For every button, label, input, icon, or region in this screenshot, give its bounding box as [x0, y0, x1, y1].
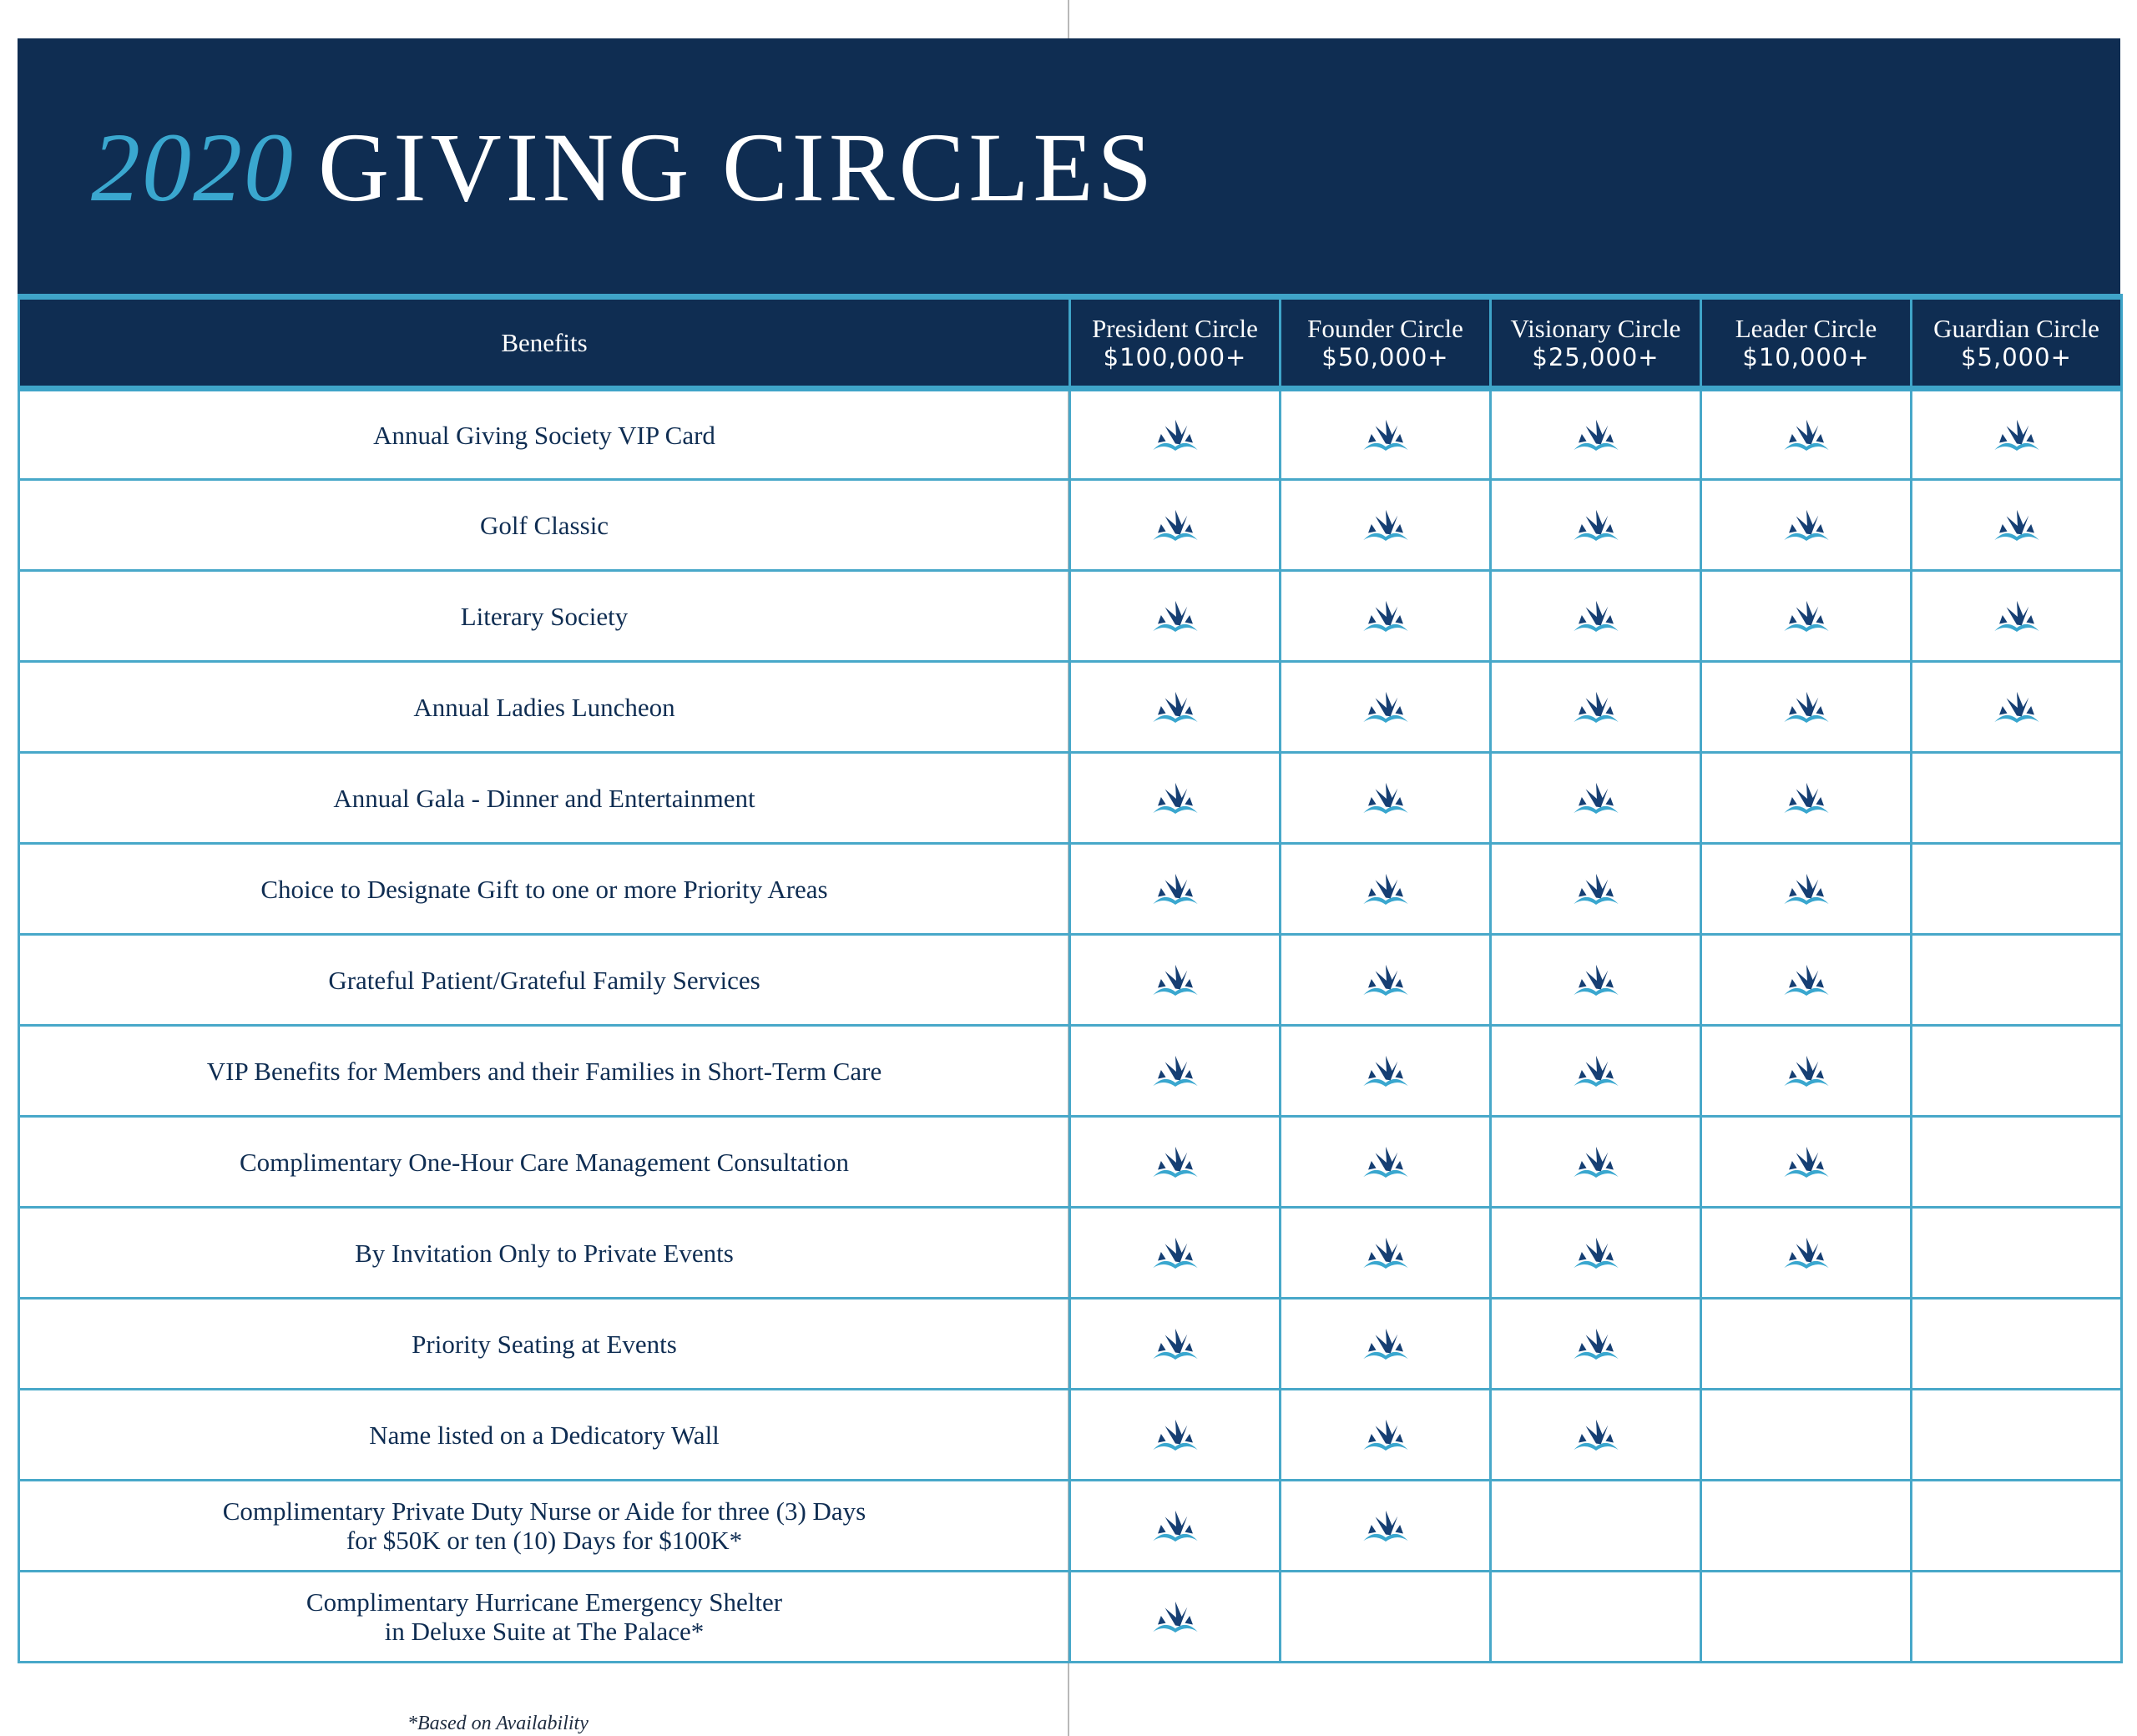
tier-cell	[1070, 753, 1281, 844]
table-row	[19, 844, 2122, 935]
lotus-leaf-icon	[1993, 418, 2041, 452]
tier-cell	[1070, 935, 1281, 1026]
lotus-leaf-icon	[1362, 1509, 1410, 1542]
lotus-leaf-icon	[1362, 1054, 1410, 1088]
tier-cell	[1281, 1299, 1491, 1390]
tier-header-leader	[1701, 297, 1912, 389]
tier-cell	[1491, 1026, 1701, 1117]
tier-cell	[1491, 753, 1701, 844]
table-row	[19, 480, 2122, 571]
tier-cell	[1701, 1390, 1912, 1481]
lotus-leaf-icon	[1993, 599, 2041, 633]
tier-cell	[1070, 1117, 1281, 1208]
title-banner	[18, 38, 2120, 294]
tier-cell	[1912, 1299, 2122, 1390]
lotus-leaf-icon	[1782, 1236, 1831, 1269]
lotus-leaf-icon	[1782, 781, 1831, 815]
lotus-leaf-icon	[1151, 508, 1200, 542]
lotus-leaf-icon	[1572, 1327, 1620, 1360]
benefits-column-header: Benefits	[19, 297, 1070, 389]
tier-cell	[1912, 571, 2122, 662]
lotus-leaf-icon	[1151, 1327, 1200, 1360]
benefit-rows	[19, 389, 2122, 1663]
lotus-leaf-icon	[1572, 418, 1620, 452]
lotus-leaf-icon	[1572, 872, 1620, 906]
lotus-leaf-icon	[1572, 1054, 1620, 1088]
lotus-leaf-icon	[1151, 690, 1200, 724]
benefit-label: Annual Gala - Dinner and Entertainment	[19, 753, 1070, 844]
table-row	[19, 1026, 2122, 1117]
tier-header-visionary	[1491, 297, 1701, 389]
lotus-leaf-icon	[1151, 1509, 1200, 1542]
tier-cell	[1491, 389, 1701, 480]
benefits-table	[18, 294, 2123, 1663]
tier-cell	[1912, 1390, 2122, 1481]
lotus-leaf-icon	[1151, 1054, 1200, 1088]
tier-cell	[1491, 662, 1701, 753]
lotus-leaf-icon	[1993, 508, 2041, 542]
tier-amount: $100,000+	[1103, 342, 1247, 371]
tier-cell	[1912, 662, 2122, 753]
tier-cell	[1491, 1299, 1701, 1390]
table-header-row	[19, 297, 2122, 389]
tier-header-president	[1070, 297, 1281, 389]
tier-cell	[1912, 844, 2122, 935]
tier-cell	[1070, 1390, 1281, 1481]
tier-cell	[1070, 844, 1281, 935]
tier-cell	[1701, 480, 1912, 571]
tier-cell	[1070, 389, 1281, 480]
benefit-label: Literary Society	[19, 571, 1070, 662]
tier-cell	[1281, 662, 1491, 753]
lotus-leaf-icon	[1572, 690, 1620, 724]
lotus-leaf-icon	[1151, 872, 1200, 906]
lotus-leaf-icon	[1572, 1418, 1620, 1451]
tier-cell	[1701, 753, 1912, 844]
tier-cell	[1491, 1390, 1701, 1481]
table-row	[19, 1299, 2122, 1390]
lotus-leaf-icon	[1362, 1327, 1410, 1360]
lotus-leaf-icon	[1782, 1054, 1831, 1088]
tier-cell	[1281, 935, 1491, 1026]
lotus-leaf-icon	[1362, 963, 1410, 997]
table-row	[19, 1390, 2122, 1481]
tier-cell	[1701, 1299, 1912, 1390]
lotus-leaf-icon	[1572, 508, 1620, 542]
lotus-leaf-icon	[1151, 1145, 1200, 1178]
benefit-label: Golf Classic	[19, 480, 1070, 571]
lotus-leaf-icon	[1151, 599, 1200, 633]
tier-cell	[1912, 1026, 2122, 1117]
tier-cell	[1491, 1572, 1701, 1663]
table-row	[19, 571, 2122, 662]
benefit-label: Name listed on a Dedicatory Wall	[19, 1390, 1070, 1481]
benefit-label: VIP Benefits for Members and their Families in Short-Term Care	[19, 1026, 1070, 1117]
tier-cell	[1070, 1208, 1281, 1299]
tier-name: Guardian Circle	[1933, 313, 2099, 343]
tier-cell	[1491, 480, 1701, 571]
lotus-leaf-icon	[1362, 1418, 1410, 1451]
lotus-leaf-icon	[1362, 781, 1410, 815]
tier-cell	[1491, 1481, 1701, 1572]
tier-name: Leader Circle	[1735, 313, 1877, 343]
tier-cell	[1281, 1390, 1491, 1481]
tier-cell	[1281, 1026, 1491, 1117]
lotus-leaf-icon	[1362, 690, 1410, 724]
tier-amount: $50,000+	[1321, 342, 1449, 371]
tier-cell	[1070, 571, 1281, 662]
tier-cell	[1912, 480, 2122, 571]
tier-cell	[1281, 844, 1491, 935]
tier-cell	[1701, 389, 1912, 480]
tier-cell	[1912, 1117, 2122, 1208]
tier-cell	[1281, 1208, 1491, 1299]
tier-cell	[1701, 662, 1912, 753]
lotus-leaf-icon	[1151, 1236, 1200, 1269]
tier-cell	[1491, 571, 1701, 662]
tier-name: Visionary Circle	[1510, 313, 1681, 343]
tier-cell	[1701, 935, 1912, 1026]
table-row	[19, 389, 2122, 480]
title-text: GIVING CIRCLES	[318, 113, 1157, 222]
page-title	[91, 113, 1157, 222]
lotus-leaf-icon	[1151, 418, 1200, 452]
tier-cell	[1701, 1026, 1912, 1117]
tier-cell	[1912, 935, 2122, 1026]
table-row	[19, 1208, 2122, 1299]
lotus-leaf-icon	[1362, 599, 1410, 633]
table-row	[19, 753, 2122, 844]
tier-cell	[1491, 1117, 1701, 1208]
benefit-label: Complimentary Private Duty Nurse or Aide for three (3) Days for $50K or ten (10) Days for $100K*	[19, 1481, 1070, 1572]
tier-cell	[1281, 1117, 1491, 1208]
tier-cell	[1701, 1208, 1912, 1299]
tier-cell	[1070, 1572, 1281, 1663]
lotus-leaf-icon	[1362, 1145, 1410, 1178]
tier-cell	[1070, 1299, 1281, 1390]
lotus-leaf-icon	[1782, 872, 1831, 906]
tier-cell	[1281, 1481, 1491, 1572]
table-row	[19, 935, 2122, 1026]
tier-cell	[1070, 662, 1281, 753]
benefit-label: Choice to Designate Gift to one or more Priority Areas	[19, 844, 1070, 935]
lotus-leaf-icon	[1782, 963, 1831, 997]
tier-header-guardian	[1912, 297, 2122, 389]
lotus-leaf-icon	[1362, 872, 1410, 906]
benefit-label: Priority Seating at Events	[19, 1299, 1070, 1390]
tier-cell	[1070, 1481, 1281, 1572]
lotus-leaf-icon	[1151, 963, 1200, 997]
tier-cell	[1701, 1117, 1912, 1208]
tier-cell	[1070, 1026, 1281, 1117]
tier-name: President Circle	[1092, 313, 1258, 343]
title-year: 2020	[91, 113, 295, 222]
lotus-leaf-icon	[1151, 1418, 1200, 1451]
tier-cell	[1912, 1208, 2122, 1299]
benefit-label: By Invitation Only to Private Events	[19, 1208, 1070, 1299]
tier-cell	[1912, 753, 2122, 844]
tier-cell	[1701, 844, 1912, 935]
tier-cell	[1281, 389, 1491, 480]
tier-cell	[1281, 480, 1491, 571]
lotus-leaf-icon	[1572, 781, 1620, 815]
tier-cell	[1281, 571, 1491, 662]
lotus-leaf-icon	[1782, 1145, 1831, 1178]
footnote: *Based on Availability	[407, 1713, 589, 1734]
tier-cell	[1912, 1572, 2122, 1663]
benefit-label: Complimentary One-Hour Care Management Consultation	[19, 1117, 1070, 1208]
tier-cell	[1491, 1208, 1701, 1299]
lotus-leaf-icon	[1572, 963, 1620, 997]
benefit-label: Complimentary Hurricane Emergency Shelter in Deluxe Suite at The Palace*	[19, 1572, 1070, 1663]
lotus-leaf-icon	[1572, 1145, 1620, 1178]
tier-cell	[1701, 1572, 1912, 1663]
benefit-label: Annual Giving Society VIP Card	[19, 389, 1070, 480]
lotus-leaf-icon	[1151, 1600, 1200, 1633]
lotus-leaf-icon	[1782, 599, 1831, 633]
tier-cell	[1281, 1572, 1491, 1663]
tier-cell	[1070, 480, 1281, 571]
lotus-leaf-icon	[1782, 690, 1831, 724]
tier-cell	[1701, 1481, 1912, 1572]
lotus-leaf-icon	[1572, 1236, 1620, 1269]
benefit-label: Annual Ladies Luncheon	[19, 662, 1070, 753]
lotus-leaf-icon	[1993, 690, 2041, 724]
tier-amount: $25,000+	[1532, 342, 1660, 371]
table-row	[19, 662, 2122, 753]
tier-cell	[1912, 1481, 2122, 1572]
lotus-leaf-icon	[1151, 781, 1200, 815]
tier-cell	[1912, 389, 2122, 480]
table-row	[19, 1481, 2122, 1572]
lotus-leaf-icon	[1782, 508, 1831, 542]
tier-cell	[1491, 935, 1701, 1026]
giving-circles-panel	[18, 38, 2120, 1663]
tier-cell	[1281, 753, 1491, 844]
lotus-leaf-icon	[1362, 418, 1410, 452]
lotus-leaf-icon	[1572, 599, 1620, 633]
table-row	[19, 1117, 2122, 1208]
benefit-label: Grateful Patient/Grateful Family Services	[19, 935, 1070, 1026]
tier-cell	[1491, 844, 1701, 935]
tier-header-founder	[1281, 297, 1491, 389]
lotus-leaf-icon	[1362, 1236, 1410, 1269]
lotus-leaf-icon	[1362, 508, 1410, 542]
tier-cell	[1701, 571, 1912, 662]
tier-amount: $10,000+	[1742, 342, 1870, 371]
lotus-leaf-icon	[1782, 418, 1831, 452]
tier-name: Founder Circle	[1307, 313, 1463, 343]
tier-amount: $5,000+	[1961, 342, 2072, 371]
table-row	[19, 1572, 2122, 1663]
